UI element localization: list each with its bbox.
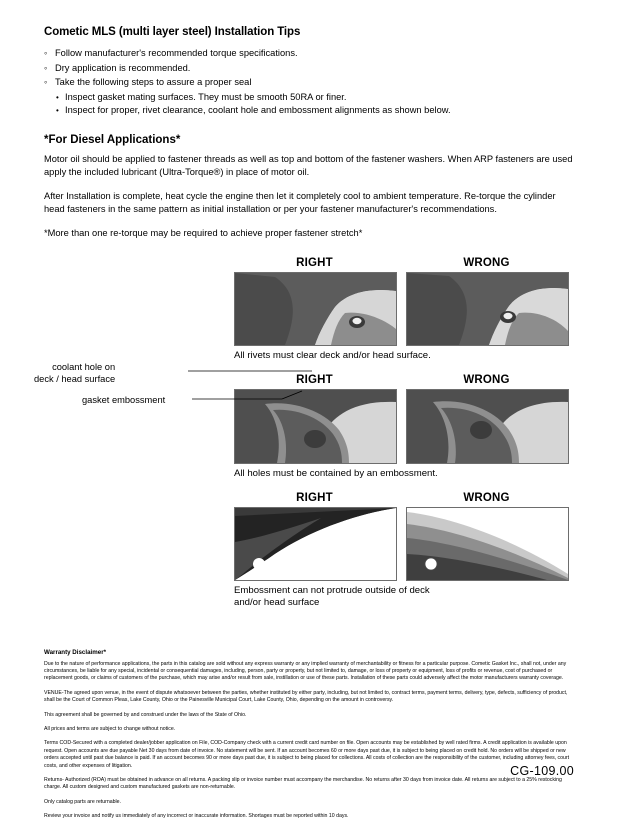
tips-list [44, 47, 574, 90]
figure-row-rivets [234, 257, 574, 346]
warranty-paragraph: Due to the nature of performance applications, the parts in this catalog are sold without any express warranty or any implied warranty of merchantability or fitness for a particular purpose. Cometic Gasket Inc., shall not, under any circumstances, be liable for any special, incidental or consequential damages, including, person, party or property, but not limited to, damage, or loss of property or equipment, loss of profits or revenue, cost of purchased or replacement goods, or claims of customers of the purchase, which may arise and/or result from sale, instillation or use of these parts. Installation of these parts could adversely affect the motor manufacturers warranty coverage. [44, 660, 567, 682]
list-item: • Inspect for proper, rivet clearance, coolant hole and embossment alignments as shown below. [56, 104, 574, 118]
figure-right-embossment [234, 492, 395, 581]
figure-row-embossment [234, 492, 574, 581]
figure-wrong-holes [406, 374, 567, 464]
figure-label-right: RIGHT [296, 256, 333, 269]
figure-image-right-embossment [234, 507, 397, 581]
figure-wrong-embossment [406, 492, 567, 581]
figure-right-holes [234, 374, 395, 464]
list-item: ◦ Follow manufacturer's recommended torque specifications. [44, 47, 574, 61]
figure-right-rivets [234, 257, 395, 346]
figure-image-wrong-rivets [406, 272, 569, 346]
warranty-heading: Warranty Disclaimer* [44, 648, 107, 656]
figure-caption-holes: All holes must be contained by an embossment. [234, 467, 438, 479]
figure-label-right: RIGHT [296, 491, 333, 504]
diesel-heading: *For Diesel Applications* [44, 133, 181, 146]
document-number: CG-109.00 [510, 764, 574, 778]
figure-wrong-rivets [406, 257, 567, 346]
warranty-paragraph: Terms COD-Secured with a completed dealer/jobber application on File, COD-Company check with a current credit card number on file. Open accounts may be established by well rated firms. A credit application is available upon request. Open accounts are due payable Net 30 days from date of invoice. No statement will be sent. If an account becomes 60 or more days past due, it is subject to being placed on credit hold. No orders will be shipped or new orders accepted until past due balance is paid. If an account becomes 90 or more days past due, it is subject to being placed for collections. All costs of collection are the responsibility of the customer, including attorney fees, court costs, and other expenses of litigation. [44, 740, 570, 769]
warranty-paragraph: Returns- Authorized (ROA) must be obtained in advance on all returns. A packing slip or invoice number must accompany the merchandise. No returns after 30 days from invoice date. All returns are subject to a 25% restocking charge. All custom designed and custom manufactured gaskets are non-returnable. [44, 776, 562, 791]
figure-image-right-rivets [234, 272, 397, 346]
warranty-paragraph: Review your invoice and notify us immediately of any incorrect or inaccurate information. Shortages must be reported within 10 days. [44, 813, 349, 820]
figure-label-wrong: WRONG [463, 256, 510, 269]
diesel-paragraph-3: *More than one re-torque may be required to achieve proper fastener stretch* [44, 228, 363, 239]
figure-section [34, 256, 574, 609]
warranty-section [44, 649, 574, 821]
diesel-paragraph-1: Motor oil should be applied to fastener threads as well as top and bottom of the fastener washers. When ARP fasteners are used apply the included lubricant (Ultra-Torque®) in place of motor oil. [44, 153, 573, 177]
figure-image-wrong-holes [406, 389, 569, 464]
figure-caption-embossment: Embossment can not protrude outside of deck and/or head surface [234, 584, 430, 608]
list-item: ◦ Dry application is recommended. [44, 62, 574, 76]
figure-image-wrong-embossment [406, 507, 569, 581]
callout-coolant-hole: coolant hole on deck / head surface [34, 361, 116, 384]
sub-tips-list [44, 91, 574, 118]
figure-image-right-holes [234, 389, 397, 464]
warranty-paragraph: All prices and terms are subject to change without notice. [44, 725, 176, 732]
warranty-paragraph: This agreement shall be governed by and construed under the laws of the State of Ohio. [44, 711, 247, 718]
figure-label-wrong: WRONG [463, 373, 510, 386]
page-title: Cometic MLS (multi layer steel) Installation Tips [44, 26, 301, 38]
list-item: ◦ Take the following steps to assure a proper seal [44, 76, 574, 90]
figure-caption-rivets: All rivets must clear deck and/or head surface. [234, 349, 431, 361]
figure-row-holes [234, 374, 574, 464]
diesel-paragraph-2: After Installation is complete, heat cycle the engine then let it completely cool to ambient temperature. Re-torque the cylinder head fasteners in the same pattern as initial installation or per your fastener manufacturer's recommendations. [44, 190, 556, 215]
callout-gasket-embossment: gasket embossment [82, 394, 166, 405]
figure-label-wrong: WRONG [463, 491, 510, 504]
warranty-paragraph: Only catalog parts are returnable. [44, 798, 121, 805]
warranty-paragraph: VENUE-The agreed upon venue, in the event of dispute whatsoever between the parties, whether instituted by either party, including, but not limited to, contract terms, payment terms, delivery, type, defects, sufficiency of product, shall be the Court of Common Pleas, Lake County, Ohio or the Painesville Municipal Court, Lake County, Ohio, depending on the amount in controversy. [44, 689, 568, 704]
figure-label-right: RIGHT [296, 373, 333, 386]
list-item: • Inspect gasket mating surfaces. They must be smooth 50RA or finer. [56, 91, 574, 105]
